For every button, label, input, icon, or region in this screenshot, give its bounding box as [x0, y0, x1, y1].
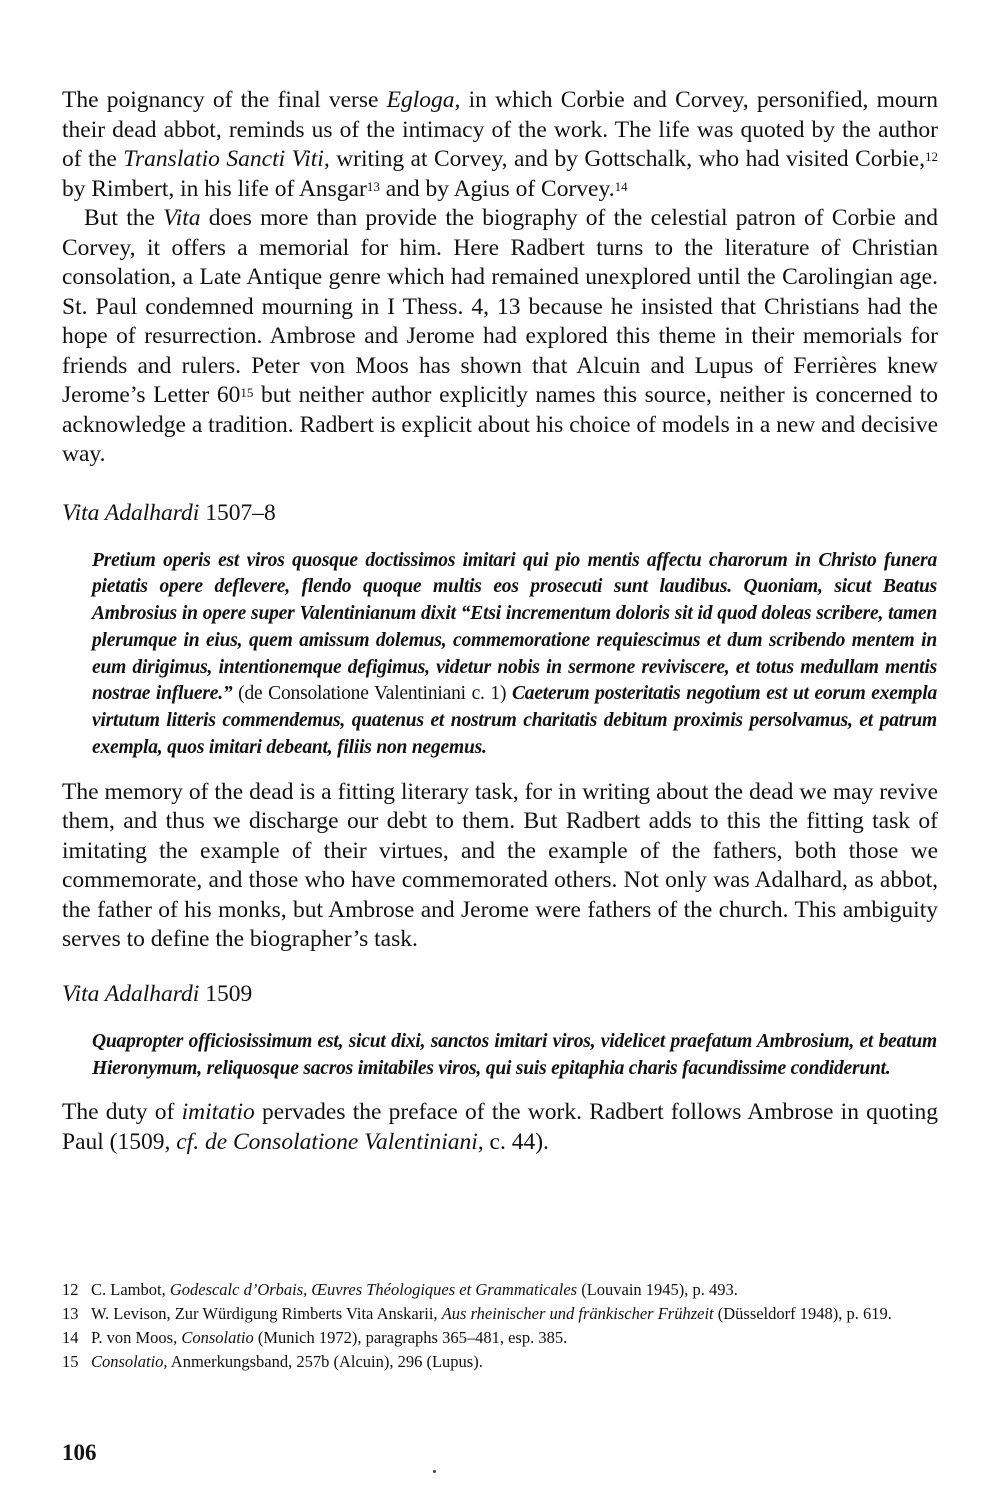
section-heading-1 [62, 498, 938, 528]
text: does more than provide the biography of the celestial patron of Corbie and Corvey, it offers a memorial for him. Here Radbert turns to the literature of Christian consolation, a Late Antique genre which had remained unexplored until the Carolingian age. St. Paul condemned mourning in I Thess. 4, 13 because he insisted that Christians had the hope of resurrection. Ambrose and Jerome had explored this theme in their memorials for friends and rulers. Peter von Moos has shown that Alcuin and Lupus of Ferrières knew Jerome’s Letter 60 [62, 205, 938, 408]
italic-text: Aus rheinischer und fränkischer Frühzeit [441, 1304, 714, 1323]
text: (Düsseldorf 1948), p. 619. [713, 1304, 892, 1323]
heading-title: Vita Adalhardi [62, 499, 200, 526]
text: P. von Moos, [91, 1328, 182, 1347]
footnote-number: 12 [62, 1280, 79, 1299]
footnote-13 [62, 1302, 938, 1326]
text: (Munich 1972), paragraphs 365–481, esp. 385. [253, 1328, 568, 1347]
footnote-ref-14[interactable]: 14 [614, 178, 628, 194]
heading-title: Vita Adalhardi [62, 980, 200, 1007]
text: Anmerkungsband, 257b (Alcuin), 296 (Lupus). [167, 1352, 483, 1371]
paragraph-2 [62, 204, 938, 470]
text: The poignancy of the final verse [62, 87, 387, 113]
text: C. Lambot, [91, 1280, 170, 1299]
footnote-text [91, 1350, 938, 1374]
italic-text: Godescalc d’Orbais, Œuvres Théologiques et Grammaticales [169, 1280, 578, 1299]
footnote-15 [62, 1350, 938, 1374]
italic-text: cf. de Consolatione Valentiniani, [176, 1128, 484, 1155]
footnotes [62, 1278, 938, 1374]
italic-text: Consolatio [181, 1328, 254, 1347]
footnote-ref-12[interactable]: 12 [924, 149, 938, 164]
footnote-text [91, 1278, 938, 1302]
text: writing at Corvey, and by Gottschalk, who had visited Corbie, [329, 146, 925, 172]
footnote-number: 13 [62, 1304, 79, 1323]
quote-text: Pretium operis est viros quosque doctissimos imitari qui pio mentis affectu charorum in Christo funera pietatis opere deflevere, flendo quoque multis eos prosecuti sunt laudibus. Quoniam, sicut Beatus Ambrosius in opere super Valentinianum dixit “Etsi incrementum doloris sit id quod doleas scribere, tamen plerumque in eius, quem amissum dolemus, commemoratione requiescimus et dum scribendo mentem in eum dirigimus, intentionemque defigimus, videtur nobis in sermone reviviscere, et totus medullam mentis nostrae influere.” [92, 549, 937, 705]
footnote-14 [62, 1326, 938, 1350]
text: but neither author explicitly names this source, neither is concerned to acknowledge a tradition. Radbert is explicit about his choice of models in a new and decisive way. [62, 382, 938, 467]
latin-quote-2: Quapropter officiosissimum est, sicut dixi, sanctos imitari viros, videlicet praefatum Ambrosium, et beatum Hieronymum, reliquosque sacros imitabiles viros, qui suis epitaphia charis facundissime condiderunt. [92, 1030, 937, 1079]
text: c. 44). [483, 1128, 549, 1155]
italic-text: Consolatio, [91, 1352, 168, 1371]
text: pervades the preface of the work. Radbert follows Ambrose in quoting Paul (1509, [62, 1099, 938, 1155]
speck-mark [433, 1470, 436, 1473]
italic-text: Vita [163, 205, 201, 231]
text: in which Corbie and Corvey, personified, mourn their dead abbot, reminds us of the intimacy of the work. The life was quoted by the author of the [62, 87, 939, 172]
footnote-number: 14 [62, 1328, 79, 1347]
heading-ref: 1507–8 [199, 499, 276, 526]
text: and by Agius of Corvey. [379, 175, 615, 202]
latin-quote-1 [92, 548, 937, 762]
paragraph-4 [62, 1098, 938, 1157]
text: The duty of [62, 1099, 182, 1126]
footnote-ref-13[interactable]: 13 [366, 178, 380, 194]
text: But the [84, 205, 164, 231]
footnote-12 [62, 1278, 938, 1302]
footnote-ref-15[interactable]: 15 [240, 385, 254, 400]
footnote-number: 15 [62, 1352, 79, 1371]
page-body [62, 86, 938, 1157]
paragraph-3: The memory of the dead is a fitting literary task, for in writing about the dead we may revive them, and thus we discharge our debt to them. But Radbert adds to this the fitting task of imitating the example of their virtues, and the example of the fathers, both those we commemorate, and those who have commemorated others. Not only was Adalhard, as abbot, the father of his monks, but Ambrose and Jerome were fathers of the church. This ambiguity serves to define the biographer’s task. [62, 778, 938, 953]
text: by Rimbert, in his life of Ansgar [62, 175, 367, 202]
section-heading-2 [62, 979, 938, 1009]
footnote-text [91, 1326, 938, 1350]
heading-ref: 1509 [199, 980, 253, 1007]
paragraph-1 [62, 86, 938, 204]
footnote-text [91, 1302, 938, 1326]
page-number: 106 [62, 1440, 97, 1465]
italic-text: imitatio [181, 1099, 255, 1126]
text: W. Levison, Zur Würdigung Rimberts Vita Anskarii, [91, 1304, 442, 1323]
citation-text: (de Consolatione Valentiniani c. 1) [232, 683, 512, 705]
quote-text: Caeterum posteritatis negotium est ut eorum exempla virtutum litteris commendemus, quatenus et nostrum charitatis debitum proximis persolvamus, et patrum exempla, quos imitari debeant, filiis non negemus. [92, 683, 937, 759]
text: (Louvain 1945), p. 493. [577, 1280, 738, 1299]
italic-text: Egloga, [386, 87, 461, 113]
italic-text: Translatio Sancti Viti, [123, 146, 330, 172]
